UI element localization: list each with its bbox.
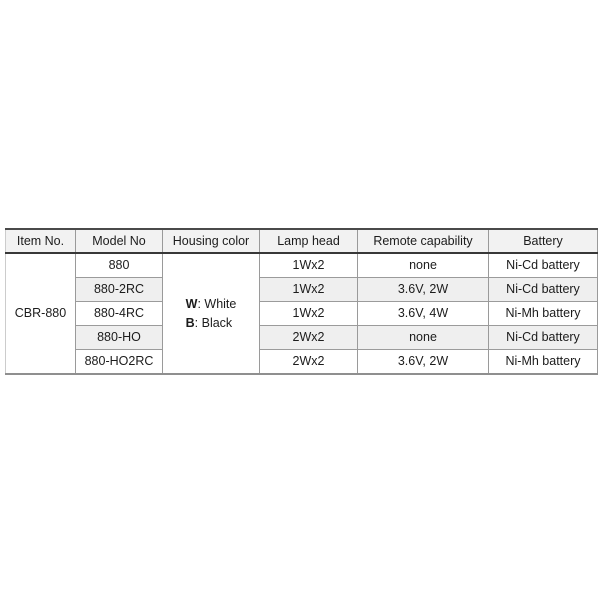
table-row [6, 326, 598, 350]
model-cell: 880-4RC [76, 302, 163, 326]
table-row [6, 302, 598, 326]
lamp-head-cell: 1Wx2 [260, 278, 358, 302]
header-model-no: Model No [76, 229, 163, 253]
remote-cell: none [358, 326, 489, 350]
model-cell: 880-2RC [76, 278, 163, 302]
header-remote-capability: Remote capability [358, 229, 489, 253]
header-battery: Battery [489, 229, 598, 253]
header-lamp-head: Lamp head [260, 229, 358, 253]
battery-cell: Ni-Mh battery [489, 302, 598, 326]
table-row [6, 350, 598, 375]
housing-white-line: W: White [185, 296, 237, 311]
model-cell: 880 [76, 253, 163, 278]
battery-cell: Ni-Cd battery [489, 278, 598, 302]
housing-black-line: B: Black [185, 315, 233, 330]
lamp-head-cell: 1Wx2 [260, 302, 358, 326]
lamp-head-cell: 1Wx2 [260, 253, 358, 278]
housing-color-cell [163, 253, 260, 374]
model-cell: 880-HO2RC [76, 350, 163, 375]
table-header-row [6, 229, 598, 253]
lamp-head-cell: 2Wx2 [260, 350, 358, 375]
table-row [6, 253, 598, 278]
product-spec-table [5, 228, 598, 375]
lamp-head-cell: 2Wx2 [260, 326, 358, 350]
remote-cell: 3.6V, 4W [358, 302, 489, 326]
header-item-no: Item No. [6, 229, 76, 253]
battery-cell: Ni-Cd battery [489, 253, 598, 278]
remote-cell: none [358, 253, 489, 278]
battery-cell: Ni-Cd battery [489, 326, 598, 350]
item-no-cell: CBR-880 [6, 253, 76, 374]
battery-cell: Ni-Mh battery [489, 350, 598, 375]
header-housing-color: Housing color [163, 229, 260, 253]
table-row [6, 278, 598, 302]
remote-cell: 3.6V, 2W [358, 350, 489, 375]
model-cell: 880-HO [76, 326, 163, 350]
housing-color-legend [186, 295, 237, 333]
remote-cell: 3.6V, 2W [358, 278, 489, 302]
